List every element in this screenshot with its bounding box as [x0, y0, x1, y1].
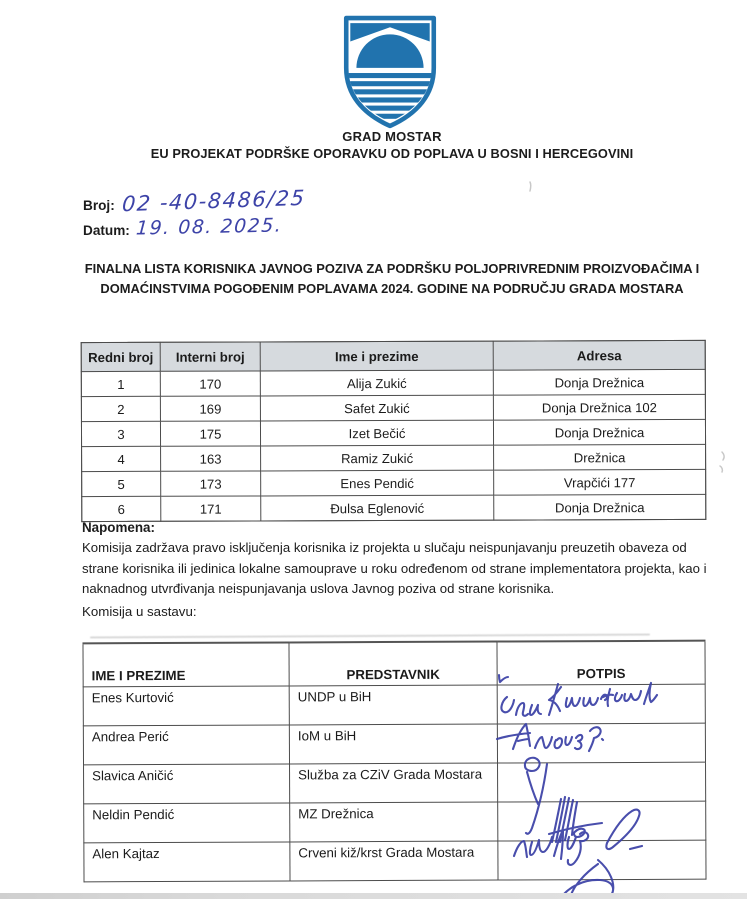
col-header-predstavnik: PREDSTAVNIK — [289, 642, 497, 686]
cell-adresa: Donja Drežnica — [493, 419, 705, 445]
beneficiaries-table — [81, 340, 707, 522]
document-title — [37, 259, 747, 298]
cell-ime: Alen Kajtaz — [84, 842, 290, 882]
col-header-redni-broj: Redni broj — [81, 342, 160, 371]
cell-potpis — [498, 840, 706, 880]
cell-adresa: Vrapčići 177 — [494, 469, 706, 495]
note-text: Komisija zadržava pravo isključenja korisnika iz projekta u slučaju neispunjavanju preuzetih obaveza od strane korisnika ili jedinica lokalne samouprave u roku određenom od strane implementatora projekta, kao i naknadnog utvrđivanja neispunjavanja uslova Javnog poziva od strane korisnika. — [82, 540, 707, 597]
cell-redni-broj: 2 — [81, 396, 160, 421]
beneficiary-row — [82, 469, 706, 496]
committee-row — [83, 723, 705, 765]
col-header-ime-i-prezime: IME I PREZIME — [83, 642, 289, 686]
cell-interni-broj: 169 — [160, 396, 260, 421]
cell-ime: Neldin Pendić — [84, 803, 290, 843]
cell-redni-broj: 6 — [82, 496, 161, 521]
beneficiary-row — [82, 494, 706, 521]
cell-ime-i-prezime: Izet Bečić — [260, 420, 493, 446]
cell-interni-broj: 175 — [160, 421, 260, 446]
cell-predstavnik: MZ Drežnica — [290, 802, 498, 842]
committee-row — [84, 801, 706, 843]
committee-row — [84, 762, 706, 804]
case-number-label: Broj: — [83, 198, 115, 213]
col-header-potpis: POTPIS — [497, 641, 705, 685]
cell-predstavnik: IoM u BiH — [289, 724, 497, 764]
cell-redni-broj: 1 — [81, 371, 160, 396]
cell-adresa: Drežnica — [494, 444, 706, 470]
committee-row — [83, 684, 705, 726]
cell-interni-broj: 171 — [161, 496, 261, 521]
cell-potpis — [497, 723, 705, 763]
date-label: Datum: — [83, 223, 130, 238]
note-label: Napomena: — [82, 520, 155, 535]
beneficiaries-header-row — [81, 340, 705, 371]
cell-interni-broj: 170 — [160, 371, 260, 396]
cell-ime-i-prezime: Đulsa Eglenović — [261, 495, 494, 521]
cell-predstavnik: Služba za CZiV Grada Mostara — [290, 763, 498, 803]
document-title-line2: DOMAĆINSTVIMA POGOĐENIM POPLAVAMA 2024. GODINE NA PODRUČJU GRADA MOSTARA — [100, 280, 684, 296]
cell-adresa: Donja Drežnica 102 — [493, 394, 705, 420]
cell-redni-broj: 5 — [82, 471, 161, 496]
col-header-interni-broj: Interni broj — [160, 342, 260, 371]
cell-adresa: Donja Drežnica — [493, 369, 705, 395]
committee-row — [84, 840, 706, 882]
document-title-line1: FINALNA LISTA KORISNIKA JAVNOG POZIVA ZA PODRŠKU POLJOPRIVREDNIM PROIZVOĐAČIMA I — [84, 261, 700, 276]
beneficiary-row — [82, 444, 706, 471]
cell-interni-broj: 163 — [161, 446, 261, 471]
date-handwritten: 19. 08. 2025. — [135, 214, 284, 240]
committee-table — [82, 640, 706, 883]
cell-ime: Andrea Perić — [83, 725, 289, 765]
cell-interni-broj: 173 — [161, 471, 261, 496]
cell-redni-broj: 4 — [82, 446, 161, 471]
case-number-handwritten: 02 -40-8486/25 — [121, 185, 307, 217]
scan-smudge — [90, 634, 650, 639]
beneficiary-row — [81, 394, 705, 421]
cell-ime-i-prezime: Safet Zukić — [260, 395, 493, 421]
cell-ime-i-prezime: Ramiz Zukić — [261, 445, 494, 471]
beneficiary-row — [81, 369, 705, 396]
col-header-ime-i-prezime: Ime i prezime — [260, 341, 493, 371]
grad-mostar-coat-of-arms-icon — [339, 15, 441, 129]
col-header-adresa: Adresa — [493, 340, 705, 370]
scan-mark — [720, 452, 724, 472]
scan-mark — [530, 182, 531, 191]
committee-intro: Komisija u sastavu: — [82, 604, 197, 619]
cell-potpis — [497, 684, 705, 724]
cell-ime: Enes Kurtović — [83, 686, 289, 726]
project-title: EU PROJEKAT PODRŠKE OPORAVKU OD POPLAVA U BOSNI I HERCEGOVINI — [150, 146, 634, 161]
cell-ime: Slavica Aničić — [84, 764, 290, 804]
scan-edge-strip — [0, 893, 747, 899]
cell-predstavnik: UNDP u BiH — [289, 685, 497, 725]
beneficiary-row — [81, 419, 705, 446]
org-name: GRAD MOSTAR — [342, 129, 442, 144]
cell-redni-broj: 3 — [81, 421, 160, 446]
cell-ime-i-prezime: Enes Pendić — [261, 470, 494, 496]
cell-potpis — [498, 762, 706, 802]
cell-predstavnik: Crveni kiž/krst Grada Mostara — [290, 841, 498, 881]
cell-ime-i-prezime: Alija Zukić — [260, 370, 493, 396]
cell-potpis — [498, 801, 706, 841]
committee-header-row — [83, 641, 705, 687]
cell-adresa: Donja Drežnica — [494, 494, 706, 520]
